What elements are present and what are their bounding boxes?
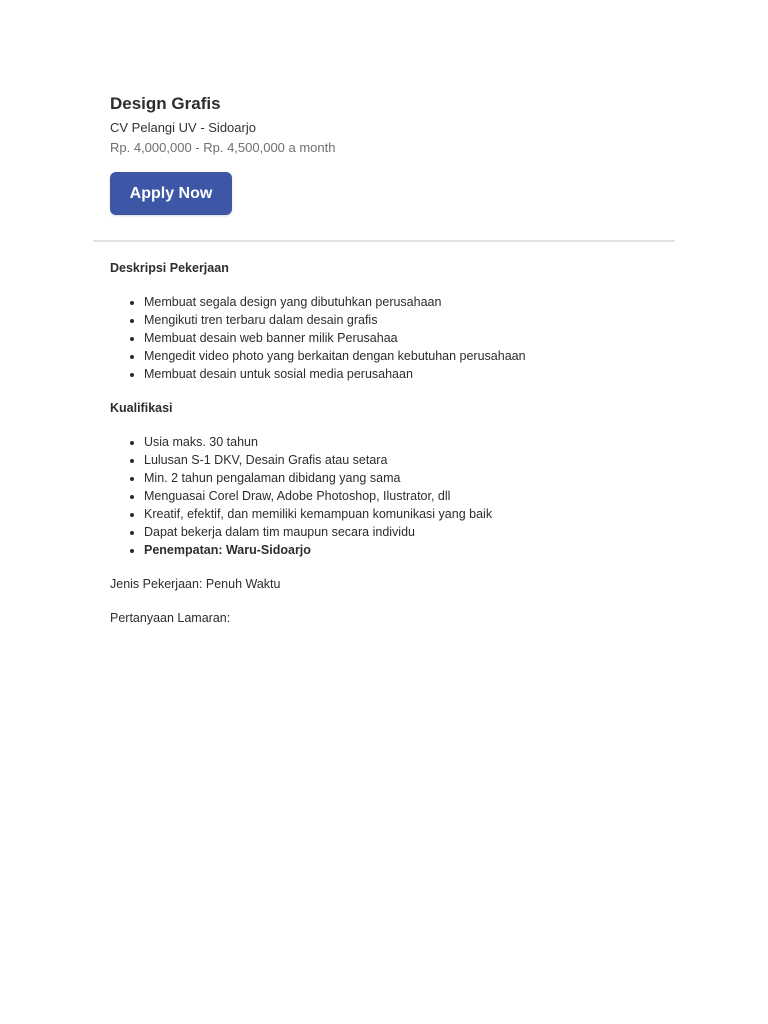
job-title: Design Grafis xyxy=(110,94,221,113)
company-location: CV Pelangi UV - Sidoarjo xyxy=(110,120,256,135)
list-item: • Membuat desain untuk sosial media perusahaan xyxy=(144,365,670,383)
list-item: • Lulusan S-1 DKV, Desain Grafis atau setara xyxy=(144,451,670,469)
list-item: • Mengikuti tren terbaru dalam desain grafis xyxy=(144,311,670,329)
list-item: • Mengedit video photo yang berkaitan dengan kebutuhan perusahaan xyxy=(144,347,670,365)
list-item: • Usia maks. 30 tahun xyxy=(144,433,670,451)
job-header xyxy=(110,93,670,156)
divider xyxy=(93,240,675,242)
list-item: • Membuat segala design yang dibutuhkan perusahaan xyxy=(144,293,670,311)
list-item: • Menguasai Corel Draw, Adobe Photoshop, Ilustrator, dll xyxy=(144,487,670,505)
qualifications-list xyxy=(110,433,670,559)
application-questions: Pertanyaan Lamaran: xyxy=(110,611,231,625)
apply-now-button[interactable]: Apply Now xyxy=(110,172,232,215)
salary-range: Rp. 4,000,000 - Rp. 4,500,000 a month xyxy=(110,140,336,155)
list-item: • Min. 2 tahun pengalaman dibidang yang sama xyxy=(144,469,670,487)
qualifications-heading: Kualifikasi xyxy=(110,401,173,415)
job-type: Jenis Pekerjaan: Penuh Waktu xyxy=(110,577,281,591)
list-item: • Kreatif, efektif, dan memiliki kemampuan komunikasi yang baik xyxy=(144,505,670,523)
placement-item: • Penempatan: Waru-Sidoarjo xyxy=(144,541,670,559)
job-description xyxy=(110,259,670,643)
description-heading: Deskripsi Pekerjaan xyxy=(110,261,229,275)
list-item: • Dapat bekerja dalam tim maupun secara individu xyxy=(144,523,670,541)
list-item: • Membuat desain web banner milik Perusahaa xyxy=(144,329,670,347)
description-list xyxy=(110,293,670,383)
